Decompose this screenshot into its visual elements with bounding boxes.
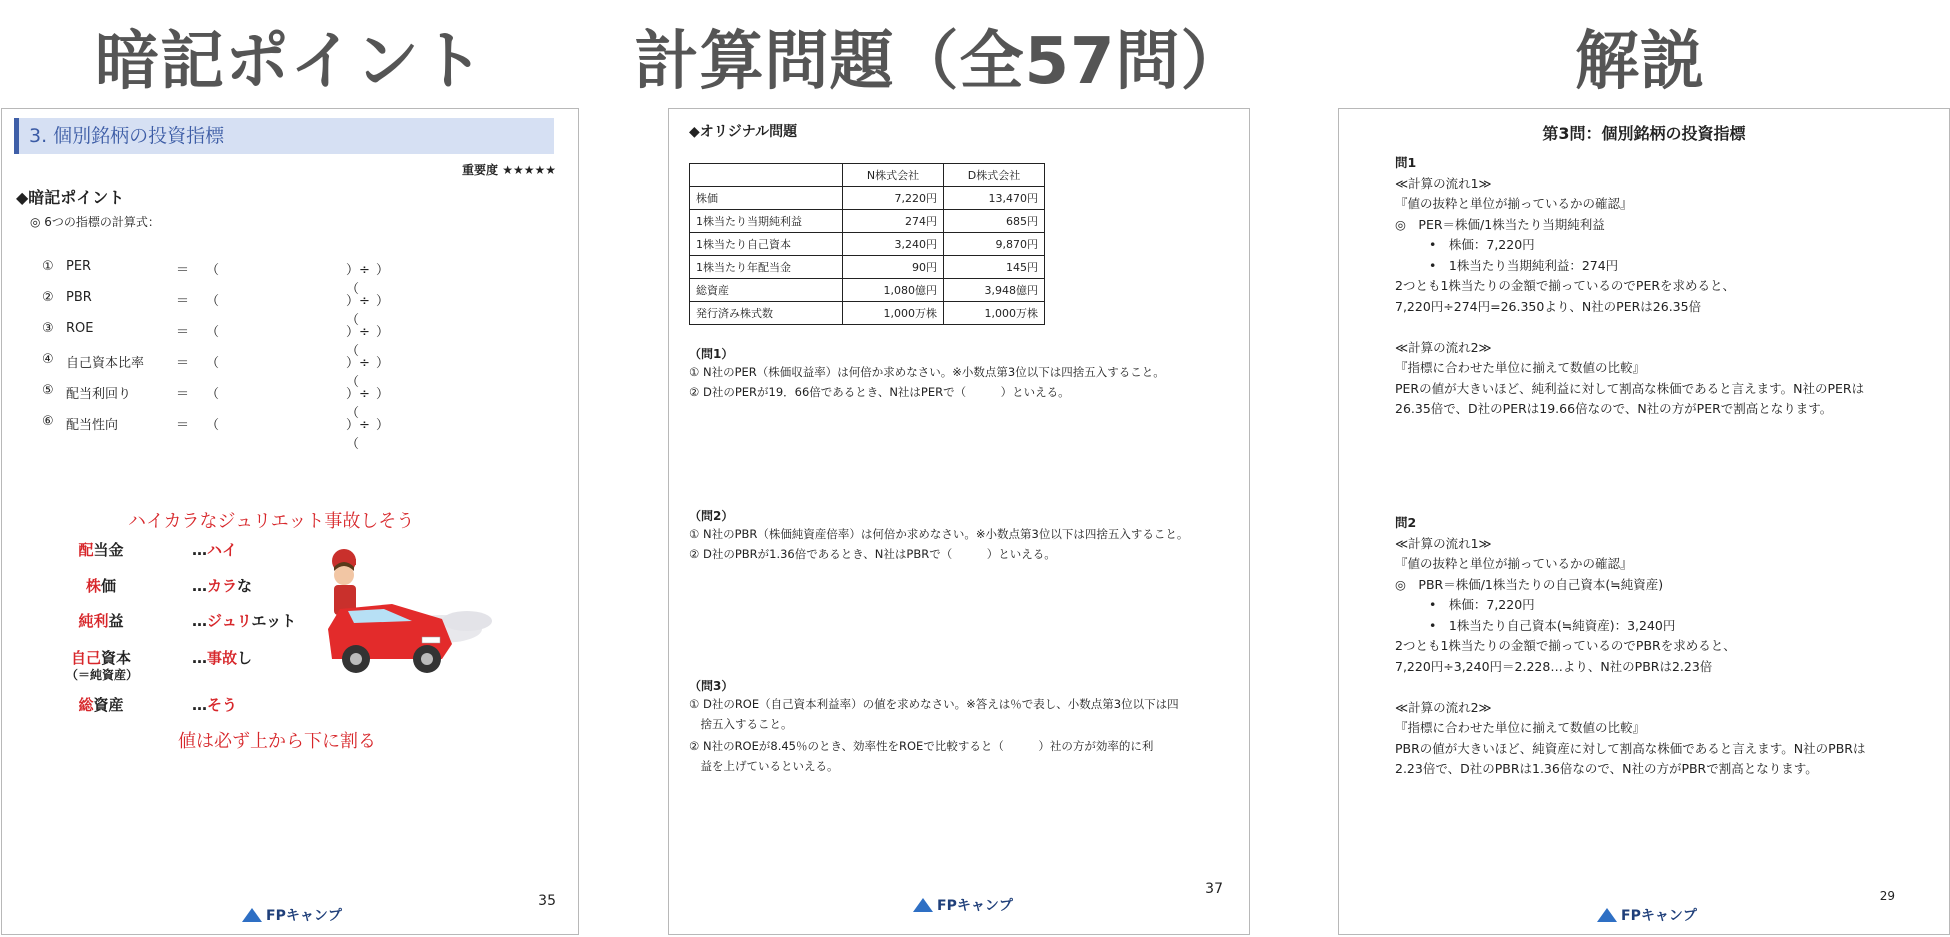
table-cell: 13,470円 [944, 187, 1045, 210]
q1-line-1: ① N社のPER（株価収益率）は何倍か求めなさい。※小数点第3位以下は四捨五入すること。 [689, 365, 1165, 379]
explanation-title: 第3問：個別銘柄の投資指標 [1542, 124, 1746, 143]
formula-num: ① [42, 259, 54, 274]
fpcamp-logo [1597, 905, 1697, 925]
formula-div: ）÷（ [346, 387, 370, 421]
explanation-line: ≪計算の流れ2≫ [1395, 339, 1492, 355]
q1-line-2: ② D社のPERが19．66倍であるとき、N社はPERで（ ）といえる。 [689, 385, 1070, 399]
mnemonic-term [56, 647, 146, 668]
table-row [690, 210, 1045, 233]
page-memorize [1, 108, 579, 935]
logo-text: FPキャンプ [266, 908, 342, 924]
q3-line-2: 捨五入すること。 [689, 717, 793, 731]
explanation-line: 26.35倍で、D社のPERは19.66倍なので、N社の方がPERで割高となります。 [1395, 401, 1833, 416]
mnemonic-rest: 益 [108, 612, 124, 630]
table-row [690, 233, 1045, 256]
mnemonic-tail: エット [251, 612, 297, 630]
heading-memorize: 暗記ポイント [95, 25, 485, 99]
explanation-line: 7,220円÷274円=26.350より、N社のPERは26.35倍 [1395, 298, 1702, 314]
mnemonic-title: ハイカラなジュリエット事故しそう [128, 511, 415, 532]
formula-paren: ） [376, 356, 390, 371]
heading-problems: 計算問題（全57問） [634, 25, 1246, 99]
explanation-line: 7,220円÷3,240円＝2.228…より、N社のPBRは2.23倍 [1395, 658, 1713, 674]
memo-heading: ◆暗記ポイント [16, 188, 125, 207]
explanation-line: 問1 [1395, 155, 1417, 170]
mnemonic-rest: 当金 [93, 541, 124, 559]
formula-num: ③ [42, 321, 54, 336]
table-cell: 1,000万株 [944, 302, 1045, 325]
problems-heading: ◆オリジナル問題 [689, 124, 798, 140]
mnemonic-dots: … [192, 577, 207, 595]
formula-div: ）÷（ [346, 294, 370, 328]
page-number: 35 [538, 893, 556, 909]
explanation-line: • 株価：7,220円 [1429, 597, 1535, 612]
mnemonic-highlight: ジュリ [207, 612, 252, 630]
formula-num: ⑥ [42, 414, 54, 429]
mnemonic-highlight: 事故 [207, 649, 238, 667]
formula-eq: ＝ [176, 387, 190, 402]
table-cell: 1,000万株 [843, 302, 944, 325]
logo-triangle-icon [242, 908, 262, 922]
formula-row [42, 414, 516, 452]
mnemonic-dots: … [192, 696, 207, 714]
table-cell: 7,220円 [843, 187, 944, 210]
explanation-line: PERの値が大きいほど、純利益に対して割高な株価であると言えます。N社のPERは [1395, 380, 1865, 396]
logo-text: FPキャンプ [1621, 908, 1697, 924]
explanation-line: 『値の抜粋と単位が揃っているかの確認』 [1395, 196, 1633, 211]
explanation-line: • 株価：7,220円 [1429, 237, 1535, 252]
table-cell: 3,948億円 [944, 279, 1045, 302]
table-header-cell: D株式会社 [944, 164, 1045, 187]
page-explanation [1338, 108, 1950, 935]
table-row [690, 256, 1045, 279]
formula-paren: ） [376, 387, 390, 402]
mnemonic-phrase [192, 647, 252, 668]
mnemonic-term [56, 610, 146, 631]
explanation-line: 『指標に合わせた単位に揃えて数値の比較』 [1395, 720, 1646, 735]
formula-eq: ＝ [176, 418, 190, 433]
explanation-line: • 1株当たり当期純利益：274円 [1429, 257, 1619, 273]
formula-lab: PER [66, 259, 92, 274]
explanation-line: 2つとも1株当たりの金額で揃っているのでPBRを求めると、 [1395, 638, 1736, 653]
formula-paren: ） [376, 418, 390, 433]
explanation-line: • 1株当たり自己資本(≒純資産)：3,240円 [1429, 617, 1676, 633]
explanation-line: ◎ PER＝株価/1株当たり当期純利益 [1395, 216, 1605, 232]
table-cell: 株価 [690, 187, 843, 210]
explanation-line: 『値の抜粋と単位が揃っているかの確認』 [1395, 556, 1633, 571]
table-header-cell [690, 164, 843, 187]
mnemonic-key: 株 [85, 577, 101, 595]
mnemonic-dots: … [192, 612, 207, 630]
page-problems [668, 108, 1250, 935]
mnemonic-phrase [192, 610, 296, 631]
mnemonic-key: 純利 [78, 612, 109, 630]
q3-line-4: 益を上げているといえる。 [689, 759, 839, 773]
explanation-line: 2つとも1株当たりの金額で揃っているのでPERを求めると、 [1395, 278, 1736, 293]
page-number: 29 [1879, 889, 1895, 903]
formula-paren: ） [376, 294, 390, 309]
logo-triangle-icon [1597, 908, 1617, 922]
mnemonic-key: 配 [78, 541, 94, 559]
mnemonic-term [56, 575, 146, 596]
table-cell: 発行済み株式数 [690, 302, 843, 325]
table-cell: 274円 [843, 210, 944, 233]
mnemonic-tail: な [237, 577, 253, 595]
mnemonic-highlight: ハイ [207, 541, 238, 559]
formula-div: ）÷（ [346, 418, 370, 452]
explanation-line: 2.23倍で、D社のPBRは1.36倍なので、N社の方がPBRで割高となります。 [1395, 761, 1818, 776]
explanation-line: ≪計算の流れ1≫ [1395, 175, 1492, 191]
formula-paren: （ [206, 294, 220, 309]
importance-rating: 重要度 ★★★★★ [462, 163, 556, 177]
mnemonic-rest: 資本 [101, 649, 132, 667]
table-cell: 90円 [843, 256, 944, 279]
q2-line-1: ① N社のPBR（株価純資産倍率）は何倍か求めなさい。※小数点第3位以下は四捨五入すること。 [689, 527, 1189, 541]
heading-explanation: 解説 [1575, 25, 1705, 99]
formula-num: ② [42, 290, 54, 305]
page-number: 37 [1205, 881, 1223, 897]
mnemonic-rest: 価 [101, 577, 117, 595]
mnemonic-phrase [192, 694, 237, 715]
q3-line-1: ① D社のROE（自己資本利益率）の値を求めなさい。※答えは％で表し、小数点第3位以下は四 [689, 697, 1179, 711]
mnemonic-dots: … [192, 649, 207, 667]
logo-triangle-icon [913, 898, 933, 912]
mnemonic-term [56, 539, 146, 560]
table-cell: 1株当たり年配当金 [690, 256, 843, 279]
formula-div: ）÷（ [346, 356, 370, 390]
table-cell: 総資産 [690, 279, 843, 302]
explanation-line: 問2 [1395, 515, 1417, 530]
mnemonic-key: 自己 [70, 649, 101, 667]
mnemonic-key: 総 [78, 696, 94, 714]
equity-note: （＝純資産） [66, 668, 139, 682]
company-data-table [689, 163, 1045, 325]
formula-div: ）÷（ [346, 325, 370, 359]
q1-head: （問1） [689, 347, 734, 361]
q3-line-3: ② N社のROEが8.45％のとき、効率性をROEで比較すると（ ）社の方が効率的に利 [689, 739, 1154, 753]
table-row [690, 302, 1045, 325]
section-title: 3. 個別銘柄の投資指標 [14, 118, 554, 154]
table-cell: 1株当たり自己資本 [690, 233, 843, 256]
mnemonic-highlight: カラ [207, 577, 238, 595]
fpcamp-logo [242, 905, 342, 925]
mnemonic-term [56, 694, 146, 715]
explanation-line: ≪計算の流れ1≫ [1395, 535, 1492, 551]
formula-lab: 配当利回り [66, 387, 132, 402]
formula-div: ）÷（ [346, 263, 370, 297]
formula-paren: （ [206, 263, 220, 278]
table-row [690, 279, 1045, 302]
explanation-line: ≪計算の流れ2≫ [1395, 699, 1492, 715]
formula-num: ④ [42, 352, 54, 367]
table-cell: 1,080億円 [843, 279, 944, 302]
formula-lab: 配当性向 [66, 418, 119, 433]
table-cell: 3,240円 [843, 233, 944, 256]
car-illustration-icon [322, 549, 502, 699]
logo-text: FPキャンプ [937, 898, 1013, 914]
table-cell: 9,870円 [944, 233, 1045, 256]
formula-paren: （ [206, 356, 220, 371]
mnemonic-highlight: そう [207, 696, 238, 714]
table-cell: 1株当たり当期純利益 [690, 210, 843, 233]
table-row [690, 187, 1045, 210]
formula-paren: ） [376, 325, 390, 340]
formula-eq: ＝ [176, 356, 190, 371]
table-header-cell: N株式会社 [843, 164, 944, 187]
formula-paren: （ [206, 325, 220, 340]
mnemonic-tail: し [237, 649, 253, 667]
table-header-row [690, 164, 1045, 187]
formula-intro: ◎ 6つの指標の計算式： [30, 215, 160, 229]
formula-num: ⑤ [42, 383, 54, 398]
mnemonic-phrase [192, 539, 237, 560]
formula-eq: ＝ [176, 325, 190, 340]
formula-eq: ＝ [176, 294, 190, 309]
explanation-line: ◎ PBR＝株価/1株当たりの自己資本(≒純資産) [1395, 576, 1664, 592]
mnemonic-phrase [192, 575, 252, 596]
formula-paren: （ [206, 387, 220, 402]
formula-eq: ＝ [176, 263, 190, 278]
table-cell: 145円 [944, 256, 1045, 279]
explanation-line: PBRの値が大きいほど、純資産に対して割高な株価であると言えます。N社のPBRは [1395, 740, 1866, 756]
formula-lab: 自己資本比率 [66, 356, 145, 371]
formula-paren: （ [206, 418, 220, 433]
q2-line-2: ② D社のPBRが1.36倍であるとき、N社はPBRで（ ）といえる。 [689, 547, 1056, 561]
mnemonic-rest: 資産 [93, 696, 124, 714]
table-cell: 685円 [944, 210, 1045, 233]
fpcamp-logo [913, 895, 1013, 915]
q3-head: （問3） [689, 679, 734, 693]
formula-paren: ） [376, 263, 390, 278]
q2-head: （問2） [689, 509, 734, 523]
explanation-line: 『指標に合わせた単位に揃えて数値の比較』 [1395, 360, 1646, 375]
formula-lab: PBR [66, 290, 92, 305]
mnemonic-footer: 値は必ず上から下に割る [178, 731, 376, 752]
formula-lab: ROE [66, 321, 94, 336]
mnemonic-dots: … [192, 541, 207, 559]
